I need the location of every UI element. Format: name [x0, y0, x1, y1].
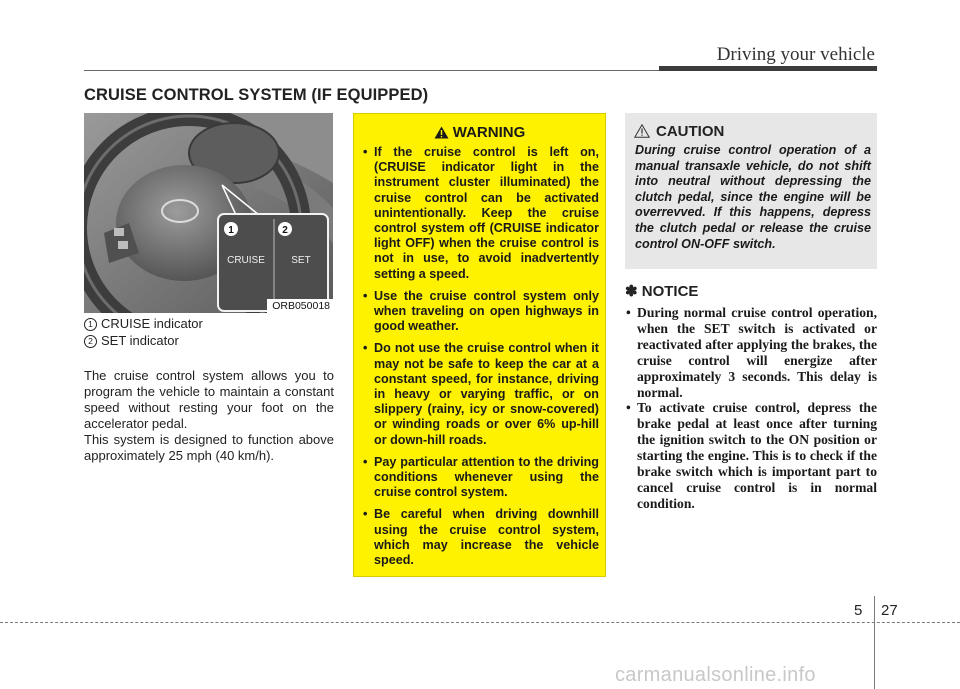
- indicator-2-text: SET indicator: [101, 333, 179, 348]
- chapter-number: 5: [854, 602, 863, 619]
- notice-list: [625, 305, 877, 512]
- caution-title: CAUTION: [656, 123, 725, 140]
- header-accent-bar: [659, 66, 877, 71]
- caution-box: [625, 113, 877, 269]
- marker-1: 1: [228, 225, 234, 236]
- warning-icon: [434, 126, 449, 139]
- notice-symbol-icon: ✽: [625, 283, 638, 300]
- warning-item: • Pay particular attention to the driving conditions whenever using the cruise control system.: [363, 455, 599, 501]
- warning-item: • Do not use the cruise control when it may not be safe to keep the car at a constant speed, for instance, driving in heavy or varying traffic, or on slippery (rainy, icy or snow-covered) or winding roads or over 6% up-hill or down-hill roads.: [363, 341, 599, 447]
- indicator-2-number: 2: [84, 335, 97, 348]
- indicator-1-number: 1: [84, 318, 97, 331]
- figure-code: ORB050018: [267, 299, 333, 313]
- footer-rule: [0, 622, 960, 623]
- watermark: carmanualsonline.info: [615, 664, 816, 686]
- caution-icon: [634, 124, 650, 138]
- page-title: CRUISE CONTROL SYSTEM (IF EQUIPPED): [84, 86, 429, 104]
- warning-box: [353, 113, 606, 577]
- set-button-label: SET: [291, 255, 311, 266]
- caution-heading: [634, 123, 724, 140]
- steering-wheel-figure: [84, 113, 333, 313]
- notice-item: • During normal cruise control operation, when the SET switch is activated or reactivated after applying the brakes, the cruise control will energize after approximately 3 seconds. This delay is normal.: [625, 305, 877, 400]
- notice-heading: [625, 282, 698, 300]
- warning-item: • Be careful when driving downhill using the cruise control system, which may increase the vehicle speed.: [363, 507, 599, 568]
- notice-title: NOTICE: [641, 283, 699, 300]
- warning-item: • If the cruise control is left on, (CRUISE indicator light in the instrument cluster illuminated) the cruise control can be activated unintentionally. Keep the cruise control system off (CRUISE indicator light OFF) when the cruise control is not in use, to avoid inadvertently setting a speed.: [363, 145, 599, 282]
- page-number: 27: [881, 602, 898, 619]
- notice-item: • To activate cruise control, depress the brake pedal at least once after turning the ignition switch to the ON position or starting the engine. This is to check if the brake switch which is important part to cancel cruise control is in normal condition.: [625, 400, 877, 511]
- section-title: Driving your vehicle: [716, 44, 875, 65]
- marker-2: 2: [282, 225, 288, 236]
- indicator-1-text: CRUISE indicator: [101, 316, 203, 331]
- steering-wheel-illustration: [84, 113, 333, 313]
- warning-title: WARNING: [452, 124, 526, 141]
- cruise-button-label: CRUISE: [227, 255, 265, 266]
- warning-heading: [354, 124, 605, 141]
- warning-list: [363, 145, 599, 575]
- indicator-1-line: [84, 316, 334, 332]
- speed-paragraph: This system is designed to function above approximately 25 mph (40 km/h).: [84, 432, 334, 463]
- page-number-separator: [874, 596, 875, 689]
- warning-item: • Use the cruise control system only when traveling on open highways in good weather.: [363, 289, 599, 335]
- caution-text: During cruise control operation of a manual transaxle vehicle, do not shift into neutral without depressing the clutch pedal, since the engine will be overrevved. If this happens, depress the clutch pedal or release the cruise control ON-OFF switch.: [635, 143, 871, 251]
- indicator-2-line: [84, 333, 334, 349]
- intro-paragraph: The cruise control system allows you to program the vehicle to maintain a constant speed without resting your foot on the accelerator pedal.: [84, 368, 334, 431]
